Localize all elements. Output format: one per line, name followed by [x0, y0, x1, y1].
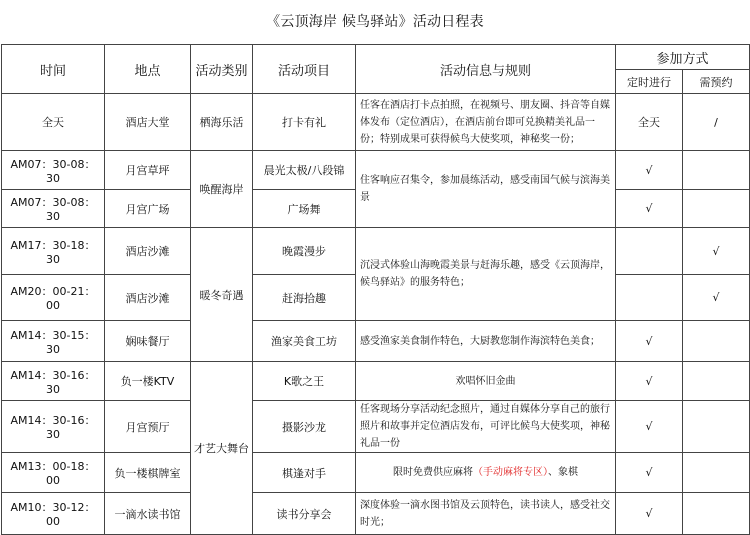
reservation-cell: / — [683, 94, 750, 151]
info-cell: 欢唱怀旧金曲 — [356, 362, 616, 401]
time-cell: AM14：30-16：30 — [2, 401, 105, 453]
header-category: 活动类别 — [191, 45, 253, 94]
scheduled-cell: √ — [616, 151, 683, 190]
reservation-cell — [683, 151, 750, 190]
item-cell: 摄影沙龙 — [253, 401, 356, 453]
reservation-cell — [683, 493, 750, 535]
item-cell: 广场舞 — [253, 190, 356, 228]
place-cell: 负一楼KTV — [105, 362, 191, 401]
table-row — [2, 493, 750, 535]
time-cell: AM07：30-08：30 — [2, 190, 105, 228]
category-cell: 唤醒海岸 — [191, 151, 253, 228]
table-row — [2, 321, 750, 362]
time-cell: AM07：30-08：30 — [2, 151, 105, 190]
header-row — [2, 45, 750, 70]
table-row — [2, 362, 750, 401]
header-info: 活动信息与规则 — [356, 45, 616, 94]
chess-info-suffix: 、象棋 — [548, 467, 578, 478]
scheduled-cell: √ — [616, 453, 683, 493]
info-cell: 感受渔家美食制作特色，大厨教您制作海滨特色美食； — [356, 321, 616, 362]
chess-info-text: 限时免费供应麻将 — [393, 467, 473, 478]
table-row — [2, 151, 750, 190]
scheduled-cell: √ — [616, 190, 683, 228]
scheduled-cell: √ — [616, 362, 683, 401]
time-cell: AM13：00-18：00 — [2, 453, 105, 493]
place-cell: 一滴水读书馆 — [105, 493, 191, 535]
item-cell: 晚霞漫步 — [253, 228, 356, 275]
header-place: 地点 — [105, 45, 191, 94]
time-cell: AM20：00-21：00 — [2, 275, 105, 321]
item-cell: 渔家美食工坊 — [253, 321, 356, 362]
time-cell: AM14：30-16：30 — [2, 362, 105, 401]
info-cell: 深度体验一滴水图书馆及云顶特色，读书读人，感受社交时光； — [356, 493, 616, 535]
item-cell: 棋逢对手 — [253, 453, 356, 493]
place-cell: 酒店沙滩 — [105, 228, 191, 275]
scheduled-cell — [616, 228, 683, 275]
time-cell: 全天 — [2, 94, 105, 151]
reservation-cell: √ — [683, 228, 750, 275]
scheduled-cell — [616, 275, 683, 321]
table-row — [2, 453, 750, 493]
item-cell: 打卡有礼 — [253, 94, 356, 151]
item-cell: 晨光太极/八段锦 — [253, 151, 356, 190]
place-cell: 负一楼棋牌室 — [105, 453, 191, 493]
item-cell: 读书分享会 — [253, 493, 356, 535]
header-item: 活动项目 — [253, 45, 356, 94]
info-cell: 任客在酒店打卡点拍照，在视频号、朋友圈、抖音等自媒体发布（定位酒店），在酒店前台即可兑换精美礼品一份；特别成果可获得候鸟大使奖项，神秘奖一份； — [356, 94, 616, 151]
header-time: 时间 — [2, 45, 105, 94]
scheduled-cell: √ — [616, 401, 683, 453]
category-cell: 暖冬奇遇 — [191, 228, 253, 362]
category-cell: 才艺大舞台 — [191, 362, 253, 535]
header-reservation: 需预约 — [683, 70, 750, 94]
place-cell: 月宫广场 — [105, 190, 191, 228]
place-cell: 月宫预厅 — [105, 401, 191, 453]
scheduled-cell: √ — [616, 493, 683, 535]
info-cell: 住客响应召集令，参加晨练活动，感受南国气候与滨海美景 — [356, 151, 616, 228]
place-cell: 娴味餐厅 — [105, 321, 191, 362]
category-cell: 栖海乐活 — [191, 94, 253, 151]
info-cell — [356, 453, 616, 493]
info-cell: 任客现场分享活动纪念照片，通过自媒体分享自己的旅行照片和故事并定位酒店发布，可评比候鸟大使奖项，神秘礼品一份 — [356, 401, 616, 453]
item-cell: K歌之王 — [253, 362, 356, 401]
info-cell: 沉浸式体验山海晚霞美景与赶海乐趣，感受《云顶海岸，候鸟驿站》的服务特色； — [356, 228, 616, 321]
time-cell: AM14：30-15：30 — [2, 321, 105, 362]
header-scheduled: 定时进行 — [616, 70, 683, 94]
place-cell: 酒店沙滩 — [105, 275, 191, 321]
page-title: 《云顶海岸 候鸟驿站》活动日程表 — [266, 14, 484, 30]
scheduled-cell: 全天 — [616, 94, 683, 151]
place-cell: 酒店大堂 — [105, 94, 191, 151]
table-row — [2, 94, 750, 151]
item-cell: 赶海拾趣 — [253, 275, 356, 321]
time-cell: AM10：30-12：00 — [2, 493, 105, 535]
time-cell: AM17：30-18：30 — [2, 228, 105, 275]
reservation-cell — [683, 321, 750, 362]
scheduled-cell: √ — [616, 321, 683, 362]
reservation-cell — [683, 362, 750, 401]
table-row — [2, 401, 750, 453]
reservation-cell: √ — [683, 275, 750, 321]
reservation-cell — [683, 401, 750, 453]
reservation-cell — [683, 453, 750, 493]
schedule-table — [1, 44, 750, 535]
reservation-cell — [683, 190, 750, 228]
header-participation: 参加方式 — [616, 45, 750, 70]
mahjong-zone-highlight: （手动麻将专区） — [473, 467, 548, 478]
table-row — [2, 228, 750, 275]
place-cell: 月宫草坪 — [105, 151, 191, 190]
